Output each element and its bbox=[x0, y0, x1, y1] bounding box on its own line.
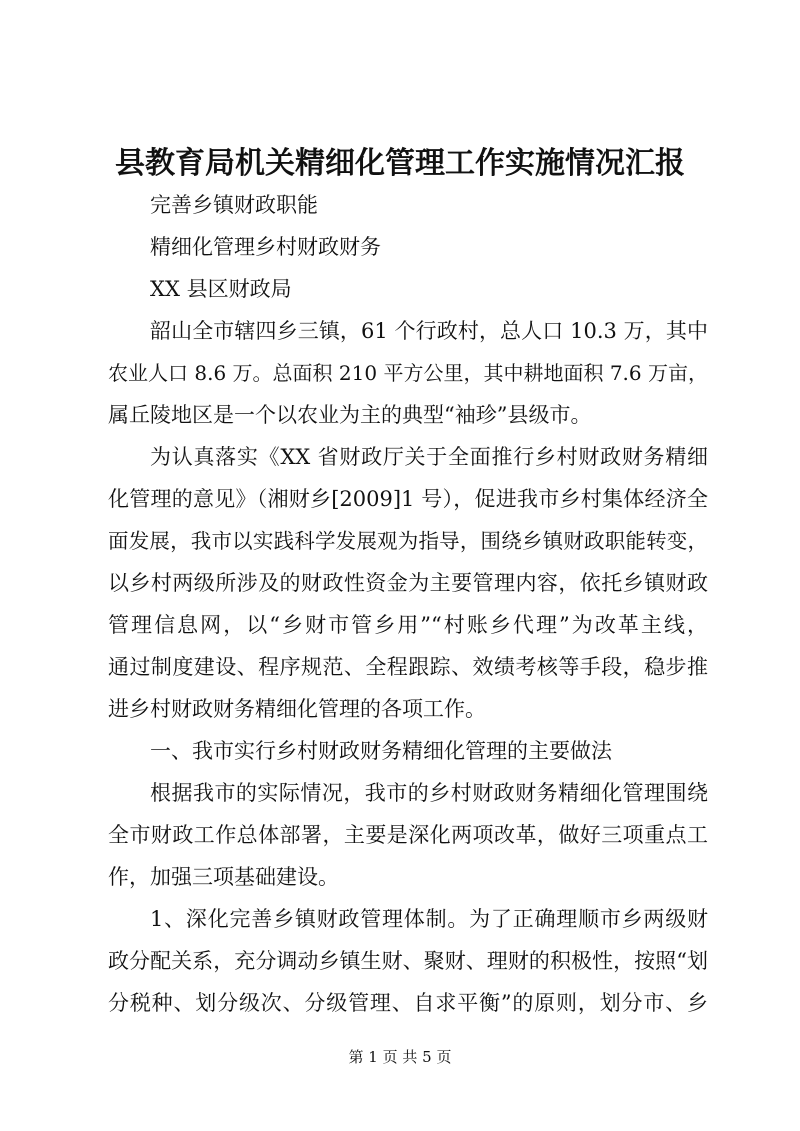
paragraph-line: 政分配关系，充分调动乡镇生财、聚财、理财的积极性，按照“划 bbox=[108, 949, 708, 973]
paragraph-line: 农业人口 8.6 万。总面积 210 平方公里，其中耕地面积 7.6 万亩， bbox=[108, 361, 708, 385]
paragraph-line: 韶山全市辖四乡三镇，61 个行政村，总人口 10.3 万，其中 bbox=[150, 319, 708, 343]
subtitle-line: 完善乡镇财政职能 bbox=[150, 193, 318, 217]
paragraph-line: 通过制度建设、程序规范、全程跟踪、效绩考核等手段，稳步推 bbox=[108, 655, 708, 679]
paragraph-line: 属丘陵地区是一个以农业为主的典型“袖珍”县级市。 bbox=[108, 403, 592, 427]
page-title: 县教育局机关精细化管理工作实施情况汇报 bbox=[115, 146, 685, 181]
paragraph-line: 面发展，我市以实践科学发展观为指导，围绕乡镇财政职能转变， bbox=[108, 529, 708, 553]
paragraph-line: 以乡村两级所涉及的财政性资金为主要管理内容，依托乡镇财政 bbox=[108, 571, 708, 595]
paragraph-line: 作，加强三项基础建设。 bbox=[108, 865, 339, 889]
subtitle-line: 精细化管理乡村财政财务 bbox=[150, 235, 381, 259]
paragraph-line: 全市财政工作总体部署，主要是深化两项改革，做好三项重点工 bbox=[108, 823, 708, 847]
paragraph-line: 化管理的意见》（湘财乡[2009]1 号），促进我市乡村集体经济全 bbox=[108, 487, 708, 511]
paragraph-line: 进乡村财政财务精细化管理的各项工作。 bbox=[108, 697, 486, 721]
paragraph-line: 为认真落实《XX 省财政厅关于全面推行乡村财政财务精细 bbox=[150, 445, 708, 469]
paragraph-line: 根据我市的实际情况，我市的乡村财政财务精细化管理围绕 bbox=[150, 781, 708, 805]
page-number: 第 1 页 共 5 页 bbox=[348, 1048, 452, 1066]
paragraph-line: 分税种、划分级次、分级管理、自求平衡”的原则，划分市、乡 bbox=[108, 991, 708, 1015]
section-heading: 一、我市实行乡村财政财务精细化管理的主要做法 bbox=[150, 739, 612, 763]
paragraph-line: 1、深化完善乡镇财政管理体制。为了正确理顺市乡两级财 bbox=[150, 907, 708, 931]
author-line: XX 县区财政局 bbox=[150, 277, 292, 301]
paragraph-line: 管理信息网，以“乡财市管乡用”“村账乡代理”为改革主线， bbox=[108, 613, 708, 637]
